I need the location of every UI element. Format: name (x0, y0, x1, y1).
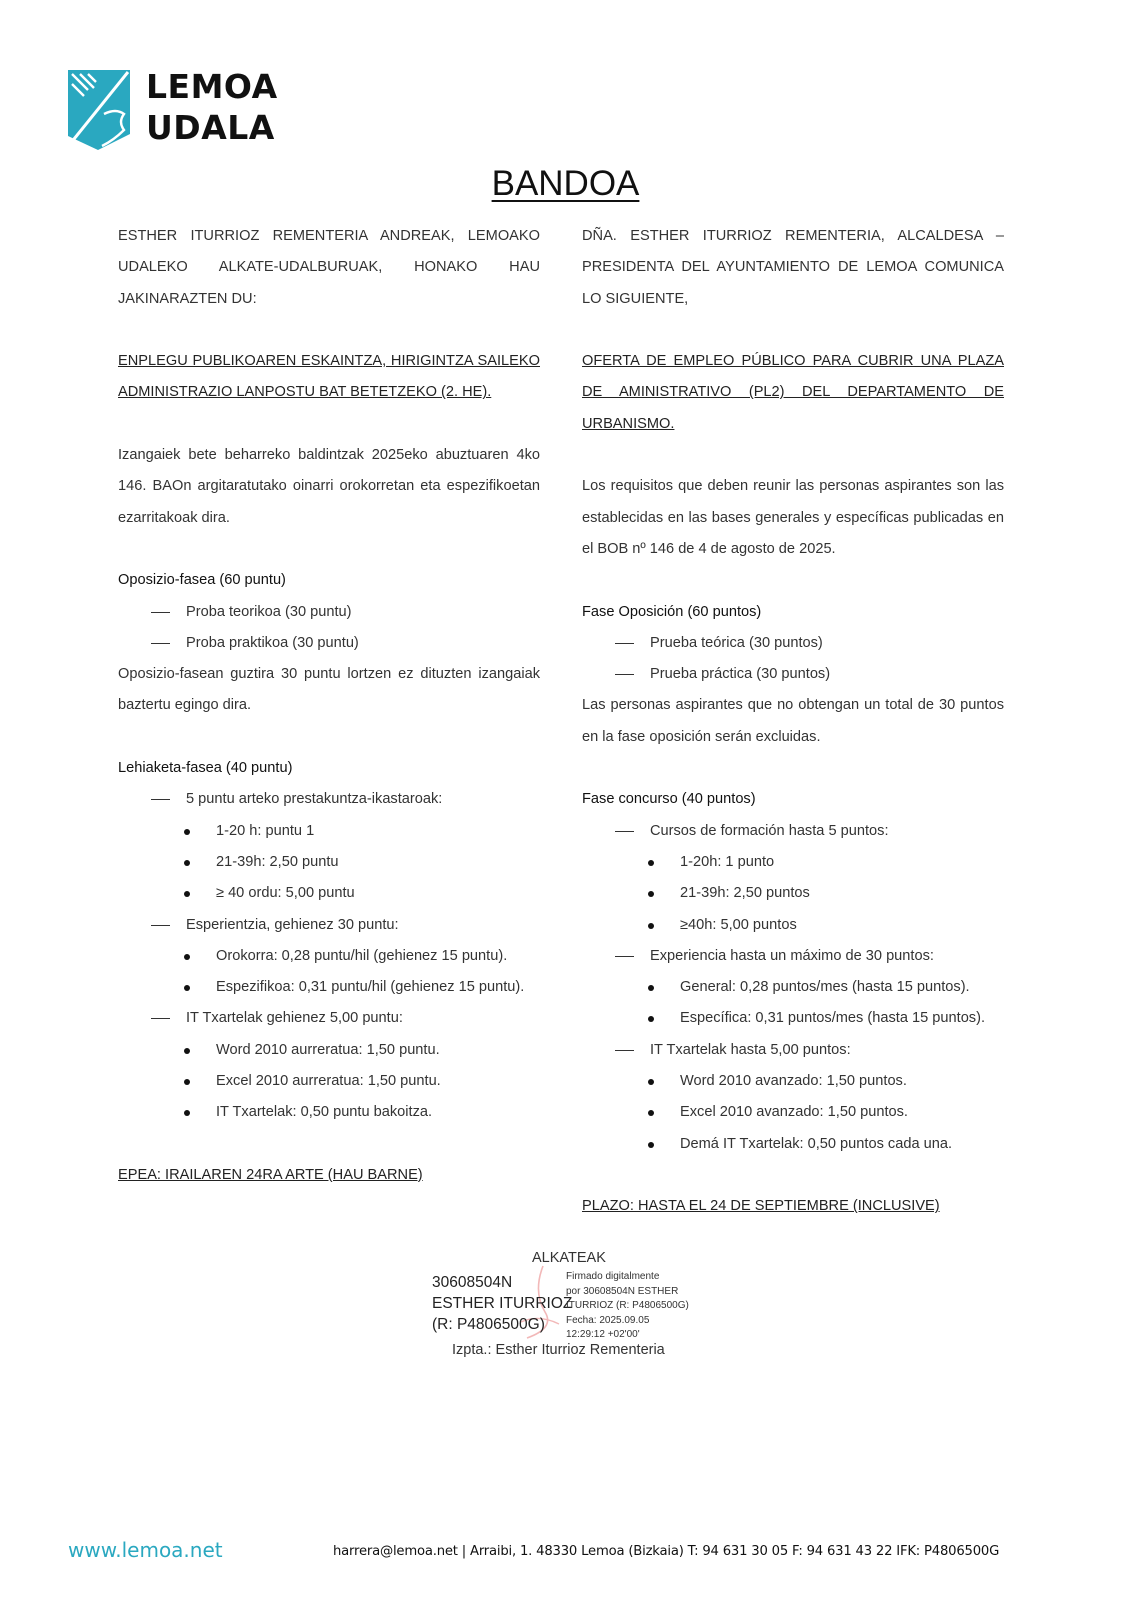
dash-marker (151, 1018, 170, 1019)
list-item: Proba teorikoa (30 puntu) (118, 597, 540, 628)
dash-marker (151, 643, 170, 644)
digital-signature-info: Firmado digitalmente por 30608504N ESTHER ITURRIOZ (R: P4806500G) Fecha: 2025.09.05 12:29:12 +02'00' (566, 1271, 689, 1340)
offer-heading: OFERTA DE EMPLEO PÚBLICO PARA CUBRIR UNA PLAZA DE AMINISTRATIVO (PL2) DEL DEPARTAMENTO DE URBANISMO. (582, 353, 1004, 432)
dash-marker (151, 799, 170, 800)
dash-marker (151, 612, 170, 613)
bullet-icon (648, 1110, 654, 1116)
deadline-text: PLAZO: HASTA EL 24 DE SEPTIEMBRE (INCLUSIVE) (582, 1198, 940, 1215)
list-item: 5 puntu arteko prestakuntza-ikastaroak: (118, 784, 540, 815)
list-item: Prueba práctica (30 puntos) (582, 659, 1004, 690)
oposicion-note: Las personas aspirantes que no obtengan un total de 30 puntos en la fase oposición serán excluidas. (582, 697, 1004, 745)
bullet-item: 1-20 h: puntu 1 (118, 816, 540, 847)
bullet-item: Espezifikoa: 0,31 puntu/hil (gehienez 15 puntu). (118, 972, 540, 1003)
intro-text: ESTHER ITURRIOZ REMENTERIA ANDREAK, LEMOAKO UDALEKO ALKATE-UDALBURUAK, HONAKO HAU JAKINARAZTEN DU: (118, 228, 540, 307)
concurso-title: Fase concurso (40 puntos) (582, 791, 756, 808)
list-item: Experiencia hasta un máximo de 30 puntos: (582, 941, 1004, 972)
bullet-item: IT Txartelak: 0,50 puntu bakoitza. (118, 1097, 540, 1128)
requirements-text: Izangaiek bete beharreko baldintzak 2025eko abuztuaren 4ko 146. BAOn argitaratutako oinarri orokorretan eta espezifikoetan ezarritakoak dira. (118, 447, 540, 526)
spanish-column (582, 221, 1004, 1223)
logo-text (146, 66, 278, 148)
bullet-icon (648, 1142, 654, 1148)
list-item: IT Txartelak gehienez 5,00 puntu: (118, 1003, 540, 1034)
basque-column (118, 221, 540, 1191)
logo-line-1: LEMOA (146, 67, 278, 106)
intro-text: DÑA. ESTHER ITURRIOZ REMENTERIA, ALCALDESA – PRESIDENTA DEL AYUNTAMIENTO DE LEMOA COMUNICA LO SIGUIENTE, (582, 228, 1004, 307)
bullet-icon (184, 1048, 190, 1054)
bullet-icon (184, 1110, 190, 1116)
bullet-item: Demá IT Txartelak: 0,50 puntos cada una. (582, 1129, 1004, 1160)
bullet-icon (648, 891, 654, 897)
list-item: Prueba teórica (30 puntos) (582, 628, 1004, 659)
bullet-item: General: 0,28 puntos/mes (hasta 15 puntos). (582, 972, 1004, 1003)
bullet-item: ≥40h: 5,00 puntos (582, 910, 1004, 941)
bullet-icon (648, 1079, 654, 1085)
dash-marker (615, 1050, 634, 1051)
bullet-icon (184, 891, 190, 897)
list-item: IT Txartelak hasta 5,00 puntos: (582, 1035, 1004, 1066)
bullet-item: 21-39h: 2,50 puntu (118, 847, 540, 878)
dash-marker (615, 956, 634, 957)
requirements-text: Los requisitos que deben reunir las personas aspirantes son las establecidas en las bases generales y específicas publicadas en el BOB nº 146 de 4 de agosto de 2025. (582, 478, 1004, 557)
website-link[interactable]: www.lemoa.net (68, 1538, 223, 1562)
oposicion-title: Oposizio-fasea (60 puntu) (118, 572, 286, 589)
signer-name: 30608504N ESTHER ITURRIOZ (R: P4806500G) (432, 1274, 573, 1333)
bullet-icon (648, 1016, 654, 1022)
bullet-item: Word 2010 avanzado: 1,50 puntos. (582, 1066, 1004, 1097)
bullet-item: ≥ 40 ordu: 5,00 puntu (118, 878, 540, 909)
dash-marker (615, 643, 634, 644)
bullet-icon (184, 829, 190, 835)
offer-heading: ENPLEGU PUBLIKOAREN ESKAINTZA, HIRIGINTZA SAILEKO ADMINISTRAZIO LANPOSTU BAT BETETZEKO (2. HE). (118, 353, 540, 401)
bullet-icon (648, 860, 654, 866)
logo-line-2: UDALA (146, 108, 275, 147)
lemoa-udala-logo (68, 67, 288, 152)
document-title: BANDOA (491, 164, 640, 203)
bullet-item: Excel 2010 avanzado: 1,50 puntos. (582, 1097, 1004, 1128)
page-footer (0, 1538, 1131, 1568)
bullet-icon (184, 1079, 190, 1085)
dash-marker (615, 831, 634, 832)
bullet-item: Word 2010 aurreratua: 1,50 puntu. (118, 1035, 540, 1066)
deadline-text: EPEA: IRAILAREN 24RA ARTE (HAU BARNE) (118, 1166, 423, 1183)
bullet-icon (184, 860, 190, 866)
shield-logo-icon (68, 70, 130, 152)
bullet-item: Excel 2010 aurreratua: 1,50 puntu. (118, 1066, 540, 1097)
dash-marker (151, 925, 170, 926)
oposicion-title: Fase Oposición (60 puntos) (582, 603, 762, 620)
signed-by: Izpta.: Esther Iturrioz Rementeria (452, 1342, 665, 1358)
bullet-icon (648, 985, 654, 991)
contact-info: harrera@lemoa.net | Arraibi, 1. 48330 Lemoa (Bizkaia) T: 94 631 30 05 F: 94 631 43 22 IFK: P4806500G (333, 1544, 1000, 1559)
concurso-title: Lehiaketa-fasea (40 puntu) (118, 760, 293, 777)
signature-heading: ALKATEAK (532, 1250, 606, 1266)
list-item: Proba praktikoa (30 puntu) (118, 628, 540, 659)
list-item: Esperientzia, gehienez 30 puntu: (118, 910, 540, 941)
bullet-item: 21-39h: 2,50 puntos (582, 878, 1004, 909)
bullet-item: Específica: 0,31 puntos/mes (hasta 15 puntos). (582, 1003, 1004, 1034)
list-item: Cursos de formación hasta 5 puntos: (582, 816, 1004, 847)
bullet-item: Orokorra: 0,28 puntu/hil (gehienez 15 puntu). (118, 941, 540, 972)
bullet-icon (648, 923, 654, 929)
oposicion-note: Oposizio-fasean guztira 30 puntu lortzen ez dituzten izangaiak baztertu egingo dira. (118, 666, 540, 714)
dash-marker (615, 674, 634, 675)
bullet-icon (184, 985, 190, 991)
bullet-icon (184, 954, 190, 960)
bullet-item: 1-20h: 1 punto (582, 847, 1004, 878)
